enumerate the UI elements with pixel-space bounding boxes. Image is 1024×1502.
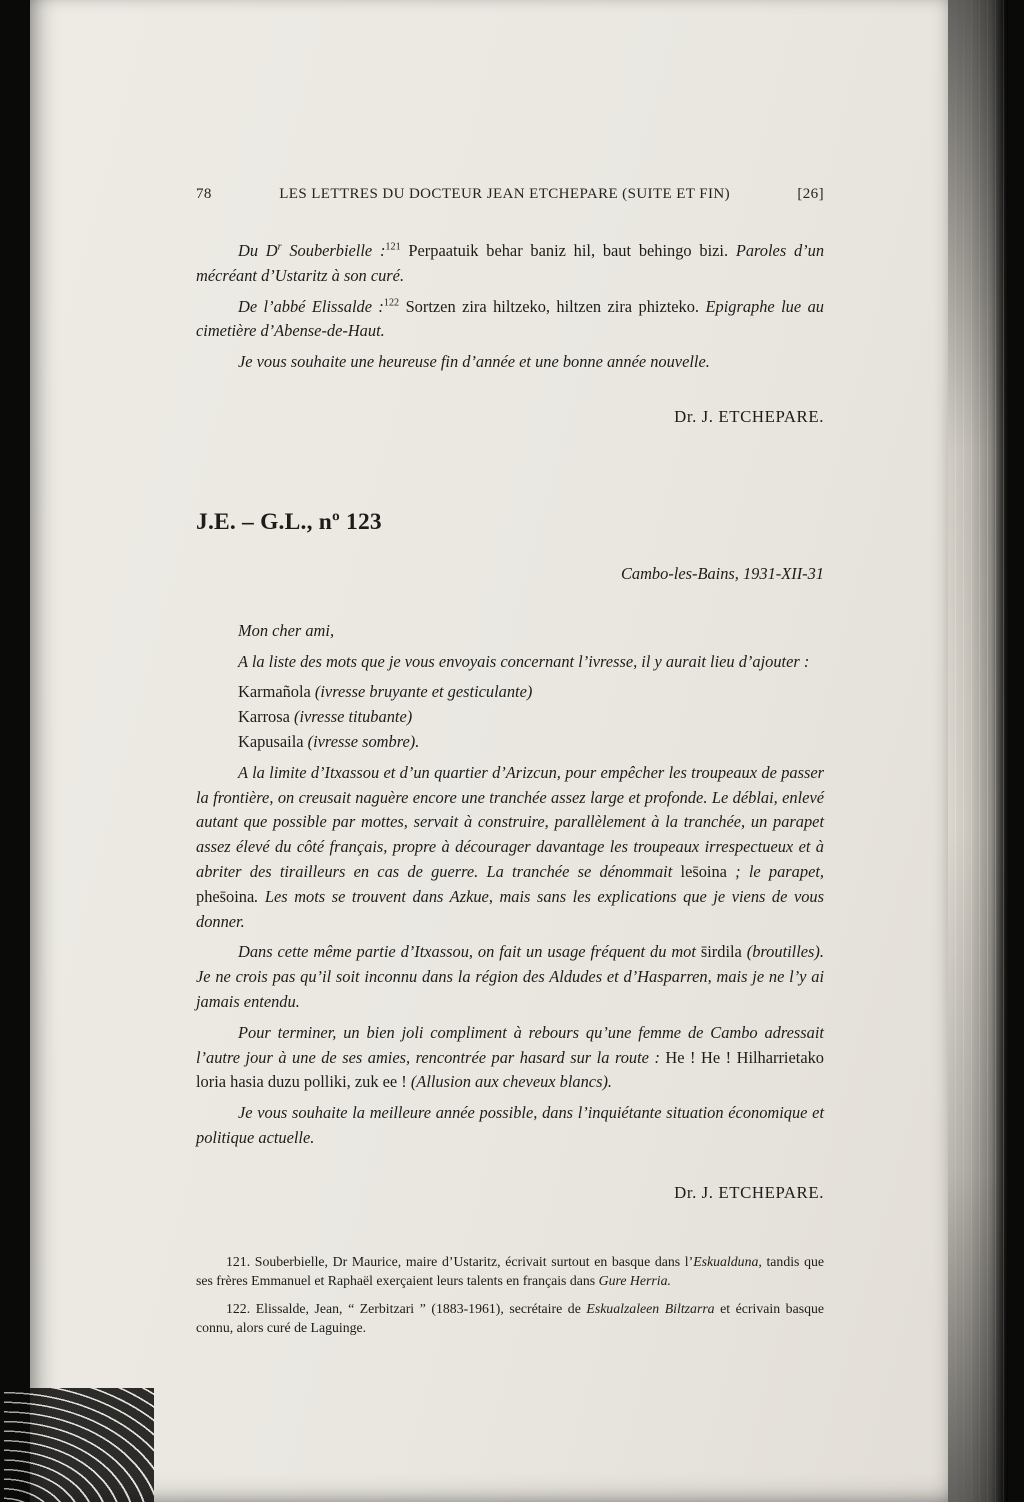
text-segment: Karmañola — [238, 682, 315, 702]
text-segment: Kapusaila — [238, 731, 308, 751]
text-segment: Dr. J. ETCHEPARE. — [674, 406, 824, 426]
text-segment: Je vous souhaite une heureuse fin d’année et une bonne année nouvelle. — [238, 352, 710, 372]
page-body — [196, 239, 824, 1337]
text-segment: ; le parapet, — [726, 861, 824, 881]
footnote — [196, 1299, 824, 1337]
book-page — [30, 0, 952, 1502]
text-segment: (ivresse bruyante et gesticulante) — [314, 682, 533, 702]
text-segment: Epigraphe lue au cimetière d’Abense-de-Haut. — [196, 296, 824, 341]
text-segment: A la limite d’Itxassou et d’un quartier d’Arizcun, pour empêcher les troupeaux de passer la frontière, on creusait naguère encore une tranchée assez large et profonde. Le déblai, enlevé autant que possible par mottes, servait à construire, parallèlement à la tranchée, un parapet assez élevé du côté français, propre à décourager davantage les troupeaux irrespectueux et à abriter des tirailleurs en cas de guerre. La tranchée se dénommait — [196, 762, 824, 881]
paragraph — [196, 761, 824, 935]
signature — [196, 405, 824, 430]
text-segment: De l’abbé Elissalde : — [238, 296, 384, 316]
text-segment: Paroles d’un mécréant d’Ustaritz à son curé. — [196, 241, 825, 285]
paragraph — [196, 650, 824, 675]
text-segment: J.E. – G.L., nº 123 — [196, 508, 382, 535]
paragraph — [196, 1101, 824, 1151]
text-segment: 122. Elissalde, Jean, “ Zerbitzari ” (1883-1961), secrétaire de — [226, 1300, 587, 1316]
dateline — [196, 562, 824, 587]
bracket-folio-number: [26] — [797, 186, 824, 202]
text-segment: (Allusion aux cheveux blancs). — [410, 1072, 613, 1092]
text-segment: 122 — [383, 297, 400, 309]
word-definition-line — [196, 730, 824, 755]
text-segment: Eskualzaleen Biltzarra — [586, 1300, 715, 1316]
text-segment: Mon cher ami, — [238, 620, 335, 640]
paragraph — [196, 239, 824, 289]
word-definition-line — [196, 680, 824, 705]
text-segment: A la liste des mots que je vous envoyais concernant l’ivresse, il y aurait lieu d’ajouter : — [238, 651, 810, 671]
text-segment: les̄oina — [680, 861, 727, 881]
text-segment: et écrivain basque connu, alors curé de Laguinge. — [196, 1300, 824, 1335]
text-segment: . Les mots se trouvent dans Azkue, mais sans les explications que je viens de vous donner. — [196, 886, 824, 931]
page-text-area — [30, 0, 952, 1337]
text-segment: tandis que ses frères Emmanuel et Raphaël exerçaient leurs talents en français dans — [196, 1253, 824, 1288]
text-segment: 121 — [385, 241, 401, 253]
text-segment: Cambo-les-Bains, 1931-XII-31 — [620, 563, 824, 583]
letter-heading — [196, 508, 824, 536]
text-segment: (broutilles). Je ne crois pas qu’il soit inconnu dans la région des Aldudes et d’Hasparren, mais je ne l’y ai jamais entendu. — [196, 942, 824, 1011]
paragraph — [196, 350, 824, 375]
text-segment: Karrosa — [238, 707, 294, 727]
page-number: 78 — [196, 186, 212, 202]
text-segment: phes̄oina — [196, 886, 255, 906]
text-segment: Perpaatuik behar baniz hil, baut behingo bizi. — [400, 241, 736, 260]
text-segment: Eskualduna, — [693, 1253, 762, 1269]
salutation — [196, 619, 824, 644]
text-segment: Du D — [238, 241, 278, 260]
running-header — [196, 186, 824, 203]
text-segment: s̄irdila — [700, 942, 742, 962]
paragraph — [196, 940, 824, 1014]
word-definition-line — [196, 705, 824, 730]
text-segment: Gure Herria. — [598, 1272, 671, 1288]
text-segment: Sortzen zira hiltzeko, hiltzen zira phizteko. — [399, 296, 706, 316]
text-segment: He ! He ! Hilharrietako loria hasia duzu polliki, zuk ee ! — [196, 1047, 824, 1092]
text-segment: Pour terminer, un bien joli compliment à rebours qu’une femme de Cambo adressait l’autre jour à une de ses amies, rencontrée par hasard sur la route : — [196, 1022, 824, 1067]
running-title: LES LETTRES DU DOCTEUR JEAN ETCHEPARE (SUITE ET FIN) — [279, 186, 730, 202]
paragraph — [196, 295, 824, 345]
text-segment: Je vous souhaite la meilleure année possible, dans l’inquiétante situation économique et politique actuelle. — [196, 1103, 824, 1147]
text-segment: (ivresse titubante) — [293, 707, 413, 727]
text-segment: Dr. J. ETCHEPARE. — [674, 1182, 824, 1202]
text-segment: Dans cette même partie d’Itxassou, on fait un usage fréquent du mot — [238, 942, 701, 962]
page-corner-edges — [4, 1388, 154, 1502]
book-page-edges — [948, 0, 1008, 1502]
text-segment: (ivresse sombre). — [307, 731, 420, 751]
footnote — [196, 1252, 824, 1290]
paragraph — [196, 1021, 824, 1095]
text-segment: r — [277, 241, 282, 253]
signature — [196, 1181, 824, 1206]
text-segment: 121. Souberbielle, Dr Maurice, maire d’Ustaritz, écrivait surtout en basque dans l’ — [226, 1253, 694, 1269]
text-segment: Souberbielle : — [281, 241, 386, 260]
